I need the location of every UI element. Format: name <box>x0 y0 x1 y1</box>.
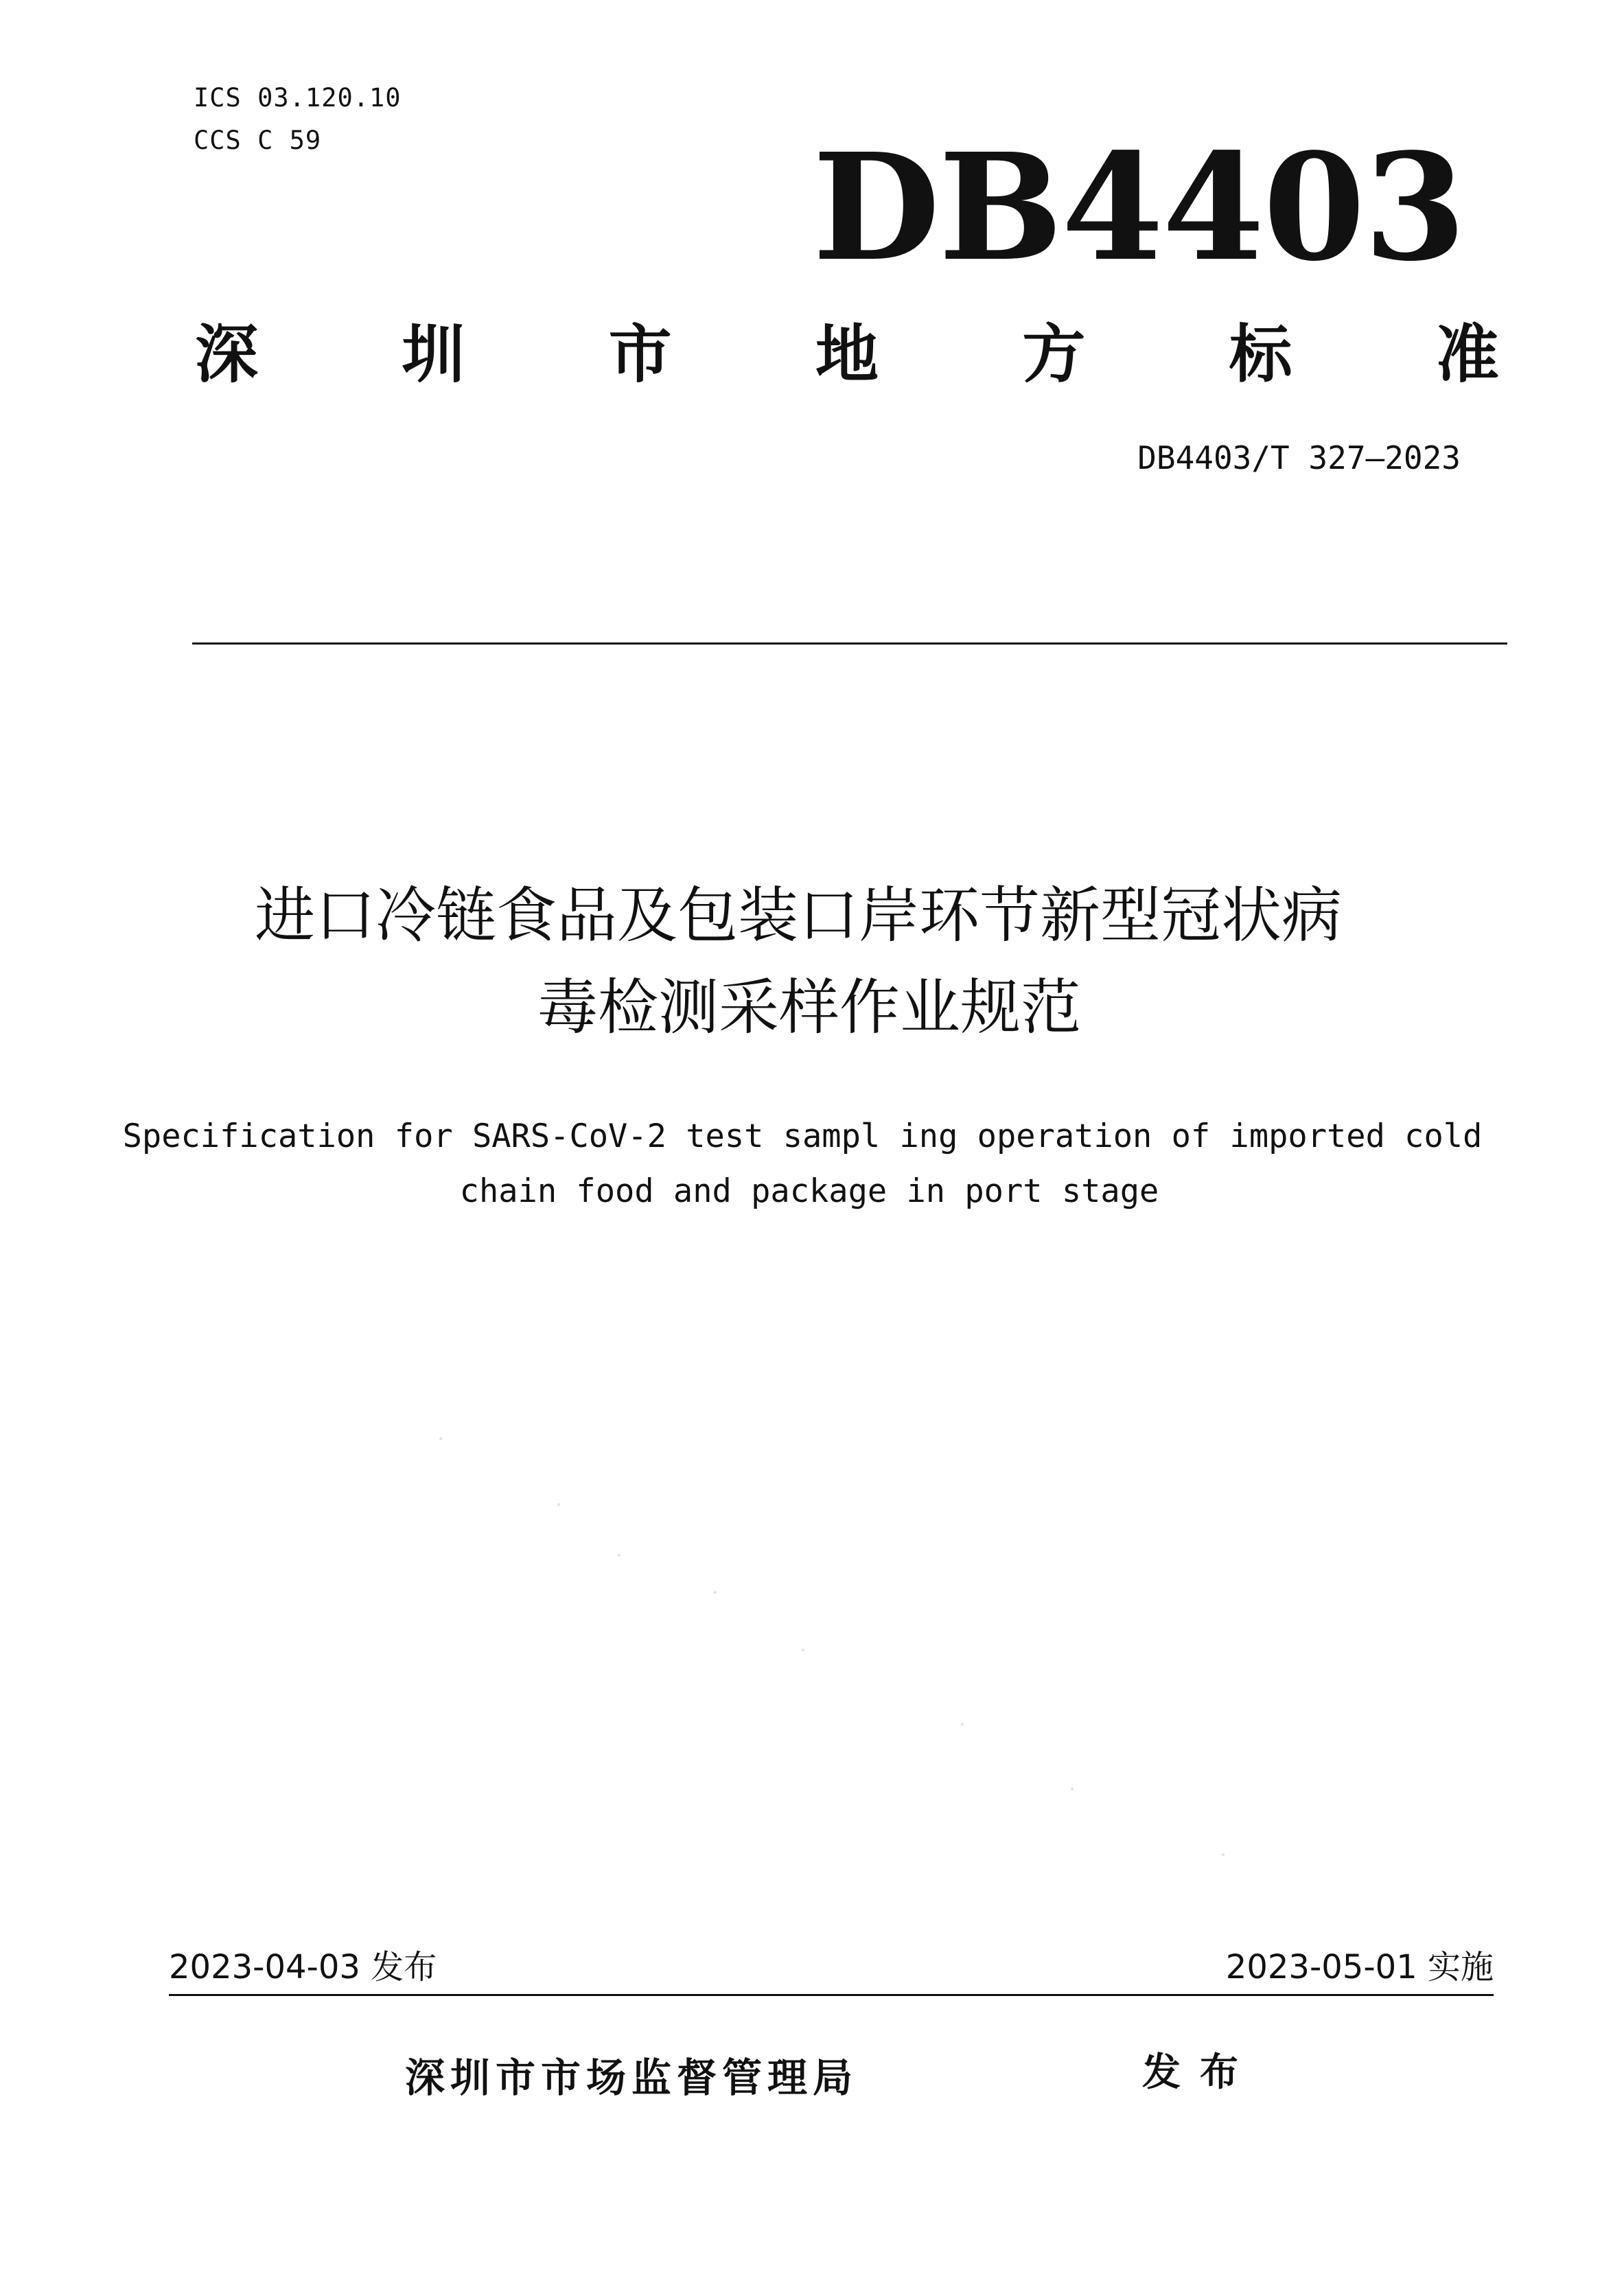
ics-code: ICS 03.120.10 <box>194 83 402 113</box>
standard-type-char: 市 <box>608 318 672 391</box>
implementation-date: 2023-05-01 实施 <box>1225 1948 1494 1986</box>
scan-speck <box>714 1591 717 1594</box>
title-chinese-line-1: 进口冷链食品及包装口岸环节新型冠状病 <box>254 880 1342 951</box>
standard-type-char: 地 <box>815 318 879 391</box>
scan-speck <box>557 1503 560 1506</box>
title-chinese-line-2: 毒检测采样作业规范 <box>537 972 1081 1043</box>
standard-type-char: 方 <box>1022 318 1086 391</box>
header-divider <box>192 642 1507 645</box>
standard-type-char: 标 <box>1229 318 1292 391</box>
standard-type-char: 深 <box>195 318 259 391</box>
ccs-code: CCS C 59 <box>194 126 322 155</box>
standard-type-char: 圳 <box>402 318 465 391</box>
scan-speck <box>1222 1853 1225 1856</box>
scan-speck <box>1071 1787 1074 1790</box>
scan-speck <box>439 1437 442 1440</box>
footer-divider <box>169 1994 1494 1996</box>
title-english-line-2: chain food and package in port stage <box>459 1172 1159 1210</box>
scan-speck <box>961 1723 964 1726</box>
scan-speck <box>618 1554 620 1557</box>
issuing-action-label: 发布 <box>1142 2050 1257 2095</box>
issuing-authority: 深圳市市场监督管理局 <box>405 2054 859 2101</box>
db-code-mark: DB4403 <box>812 121 1465 294</box>
standard-type-char: 准 <box>1435 318 1499 391</box>
title-english-line-1: Specification for SARS-CoV-2 test sampl ing operation of imported cold <box>122 1117 1483 1155</box>
issue-date: 2023-04-03 发布 <box>169 1948 437 1986</box>
standard-type-heading <box>195 317 1499 393</box>
standard-number: DB4403/T 327—2023 <box>1137 439 1461 476</box>
scan-speck <box>802 1649 804 1651</box>
